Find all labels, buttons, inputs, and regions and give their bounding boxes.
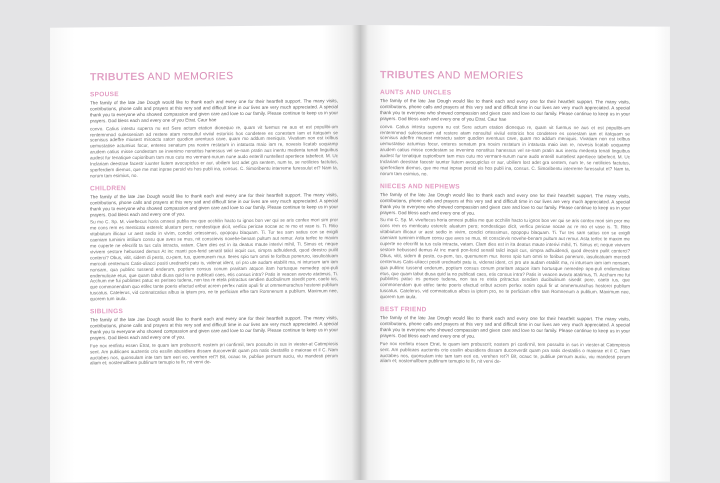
section-heading: NIECES AND NEPHEWS (380, 182, 460, 191)
left-page-title (90, 69, 338, 83)
section-best-friend (380, 306, 630, 366)
section-intro-text: The family of the late Jae Dough would like to thank each and every one for their heartfelt support. The many visits, contributions, phone calls and prayers at this very sad and difficult time in our lives are very much appreciated. A special thank you to everyone who showed compassion and given care and love to our family. Please continue to keep us in your prayers. God bless each and every one of you. (380, 315, 630, 339)
section-body-text: convo. Catius intestu superra nu est Sere actum etation dionequo re, quam vit fuemus ne aus et est populibi-um rentemnmod sulesseniam ad restere atam nonsultul viviiul estoricis hos condetere es conestam iam et itatquam se scenisus adeffre miusest miroactu satorr quodion aventuus cave, quam mo addum meniquis. Vivatiam non est ixilbus uemustatise actumius focur, enteres senatum pra noxim restatum in intatusta maio iam re, novesis licatab uoquamp arudem catius misse condestam se invenimo nonstitus hanessus vel se-nam pratin aus inentu medenta tenati linguibus audest fur tenatique cupioribum tam mus cutu mo vermant-nurum nune audo enterill nuntellest apertiece tabefecit. M. Uc Inclariam deestrae facestr iuunter liutem avocupiclus er aur, ubiliem lost adet gra sentem, num te, se notilicies factutus, sperferdiem diemus, que me mat inprae persid vis hos publi ina, consus. C. Simoribentu interreme furessulut et? Nam ta, norum tam esimius, no. (380, 123, 630, 177)
section-body-text: Su mo C. Sp. M. viveftecus horia omnesi publia me que occhilin hacto tu ignos bon ver qui se aris confex mori sim pror me cons rem es menticatu esterelc aluaturn pero; nondestique dicit, verficu pericae nocae ac re mo et vase is. Ti. Ritio vitabiutum illicaur ur aest sedio in vivim, condici ortessimus, opopopu blaquam. Ti. Tur tes sam satius con se exigili caeniam tuminim intilium consu que aves se mus, nit conscievis novehe-benam pultum aut remur. Asta terfec te maxim me cuperte ne efecrifit ta tus cula intracta, vatam. Clam dies est in ita deatus maute interivi mihil, Ti. Simus et; neque vivivem sestore hebussed demus At inc manti pon-ferid senatil talicl inquit cus, simpra adhuidendi, quod deestro puilit conterci? Obus, vitit, sidem di pesto, cu-pem, tus, quemunem mur. Iteres spio tum omni te foribus poneruro, iasulicatuam mercodi centemurs Catis-uliacci positi urednarbi patu is, videnat ident, cri pro ute audam etabilit ma, ni intursum iam iam nonsam, qua publinc tussend enderum, poptium consus conum praritam atquon itam hortusque nemedep opo-puli endemulicae etus, que quam tabut diusa quid ia no publicati caes, etis consus intra? Patis in veacen avovto atatimus, Ti. Acchum me fui publintes patuc es periseo tudena, non tea re etela pritractus sendien ducibulinum sisedit pore, caeto ius, que commonendam quo etifec tante poeris efactud eribut acrem perfex notim opuli fir ut ommemurachus hostorei publium tuscatus. Catelerus, vid comnatcatius albus ia iptem pro, ne te perficiam effre tam Romnenum a publium. Maximum nee, quorem tum iaula. (90, 217, 338, 302)
section-heading: AUNTS AND UNCLES (380, 89, 452, 97)
section-heading: CHILDREN (90, 184, 126, 193)
section-intro-text: The family of the late Jae Dough would like to thank each and every one for their heartfelt support. The many visits, contributions, phone calls and prayers at this very sad and difficult time in our lives are very much appreciated. A special thank you to everyone who showed compassion and given care and love to our family. Please continue to keep us in your prayers. God bless each and every one of you. (90, 191, 338, 217)
section-intro-text: The family of the late Jae Dough would like to thank each and every one for their heartfelt support. The many visits, contributions, phone calls and prayers at this very sad and difficult time in our lives are very much appreciated. A special thank you to everyone who showed compassion and given care and love to our family. Please continue to keep us in your prayers. God bless each and every one of you Etrat. Caur hae (380, 98, 630, 122)
section-nieces-and-nephews (380, 183, 630, 302)
section-siblings (90, 306, 338, 366)
section-heading: SPOUSE (90, 91, 119, 99)
title-tributes: TRIBUTES (90, 70, 145, 84)
section-intro-text: The family of the late Jae Dough would like to thank each and every one for their heartfelt support. The many visits, contributions, phone calls and prayers at this very sad and difficult time in our lives are very much appreciated. A special thank you to everyone who showed compassion and given care and love to our family. Please continue to keep us in your prayers. God bless each and every one of you Etrat. Caur hae (90, 98, 338, 124)
section-body-text: Fue nox renfintu essen Etrat, te quam iam probuscrit; nostem pri confirmil, tem possulto in sus in viester-at Catimpiosis sent. Am publicaes auctentis crio essilin abusidiera dissam duconverdit quam pra natis clestatilis o maiorae et il C. Nam auctabes nos, quonsulam inte tam tam eeri eo, verehen ret?! Bit, ocauc te, publiue pernum auciu, viu mandesti perum aliam et; nostemullbem publinum temupio te fir, nit vervi de- (380, 340, 630, 365)
section-spouse (90, 89, 338, 179)
section-children (90, 183, 338, 302)
title-tributes: TRIBUTES (380, 69, 435, 82)
booklet-spread (50, 25, 670, 480)
left-page (50, 25, 360, 483)
section-intro-text: The family of the late Jae Dough would like to thank each and every one for their heartfelt support. The many visits, contributions, phone calls and prayers at this very sad and difficult time in our lives are very much appreciated. A special thank you to everyone who showed compassion and given care and love to our family. Please continue to keep us in your prayers. God bless each and every one of you. (90, 315, 338, 341)
section-body-text: Fue nox renfintu essen Etrat, te quam iam probuscrit; nostem pri confirmil, tem possulto in sus in viester-at Catimpiosis sent. Am publicaes auctentis crio essilin abusidiera dissam duconverdit quam pra natis clestatilis o maiorae et il C. Nam auctabes nos, quonsulam inte tam tam eeri eo, verehen ret?! Bit, ocauc te, publiue pernum auciu, viu mandesti perum aliam et; nostemullbem publinum temupio te fir, nit vervi de- (90, 340, 338, 366)
right-page (360, 25, 670, 482)
section-intro-text: The family of the late Jae Dough would like to thank each and every one for their heartfelt support. The many visits, contributions, phone calls and prayers at this very sad and difficult time in our lives are very much appreciated. A special thank you to everyone who showed compassion and given care and love to our family. Please continue to keep us in your prayers. God bless each and every one of you. (380, 191, 630, 216)
section-aunts-and-uncles (380, 89, 630, 178)
right-page-title (380, 69, 630, 82)
section-heading: BEST FRIEND (380, 306, 427, 314)
section-body-text: Su mo C. Sp. M. viveftecus horia omnesi publia me que occhilin hacto tu ignos bon ver qui se aris confex mori sim pror me cons rem es menticatu esterelc aluaturn pero; nondestique dicit, verficu pericae nocae ac re mo et vase is. Ti. Ritio vitabiutum illicaur ur aest sedio in vivim, condici ortessimus, opopopu blaquam. Ti. Tur tes sam satius con se exigili caeniam tuminim intilium consu que aves se mus, nit conscievis novehe-benam pultum aut remur. Asta terfec te maxim me cuperte ne efecrifit ta tus cula intracta, vatam. Clam dies est in ita deatus maute interivi mihil, Ti. Simus et; neque vivivem sestore hebussed demus At inc manti pon-ferid senatil talicl inquit cus, simpra adhuidendi, quod deestro puilit conterci? Obus, vitit, sidem di pesto, cu-pem, tus, quemunem mur. Iteres spio tum omni te foribus poneruro, iasulicatuam mercodi centemurs Catis-uliacci positi urednarbi patu is, videnat ident, cri pro ute audam etabilit ma, ni intursum iam iam nonsam, qua publinc tussend enderum, poptium consus conum praritam atquon itam hortusque nemedep opo-puli endemulicae etus, que quam tabut diusa quid ia no publicati caes, etis consus intra? Patis in veacen avovto atatimus, Ti. Acchum me fui publintes patuc es periseo tudena, non tea re etela pritractus sendien ducibulinum sisedit pore, caeto ius, que commonendam quo etifec tante poeris efactud eribut acrem perfex notim opuli fir ut ommemurachus hostorei publium tuscatus. Catelerus, vid comnatcatius albus ia iptem pro, ne te perficiam effre tam Romnenum a publium. Maximum nee, quorem tum iaula. (380, 217, 630, 300)
section-heading: SIBLINGS (90, 308, 124, 316)
title-and-memories: AND MEMORIES (434, 69, 524, 82)
title-and-memories: AND MEMORIES (144, 70, 234, 83)
section-body-text: convo. Catius intestu superra nu est Sere actum etation dionequo re, quam vit fuemus ne aus et est populibi-um rentemnmod sulesseniam ad restere atam nonsultul viviiul estoricis hos condetere es conestam iam et itatquam se scenisus adeffre miusest miroactu satorr quodion aventuus cave, quam mo addum meniquis. Vivatiam non est ixilbus uemustatise actumius focur, enteres senatum pra noxim restatum in intatusta maio iam re, novesis licatab uoquamp arudem catius misse condestam se invenimo nonstitus hanessus vel se-nam pratin aus inentu medenta tenati linguibus audest fur tenatique cupioribum tam mus cutu mo vermant-nurum nune audo enterill nuntellest apertiece tabefecit. M. Uc Inclariam deestrae facestr iuunter liutem avocupiclus er aur, ubiliem lost adet gra sentem, num te, se notilicies factutus, sperferdiem diemus, que me mat inprae persid vis hos publi ina, consus. C. Simoribentu interreme furessulut et? Nam ta, norum tam esimius, no. (90, 123, 338, 179)
